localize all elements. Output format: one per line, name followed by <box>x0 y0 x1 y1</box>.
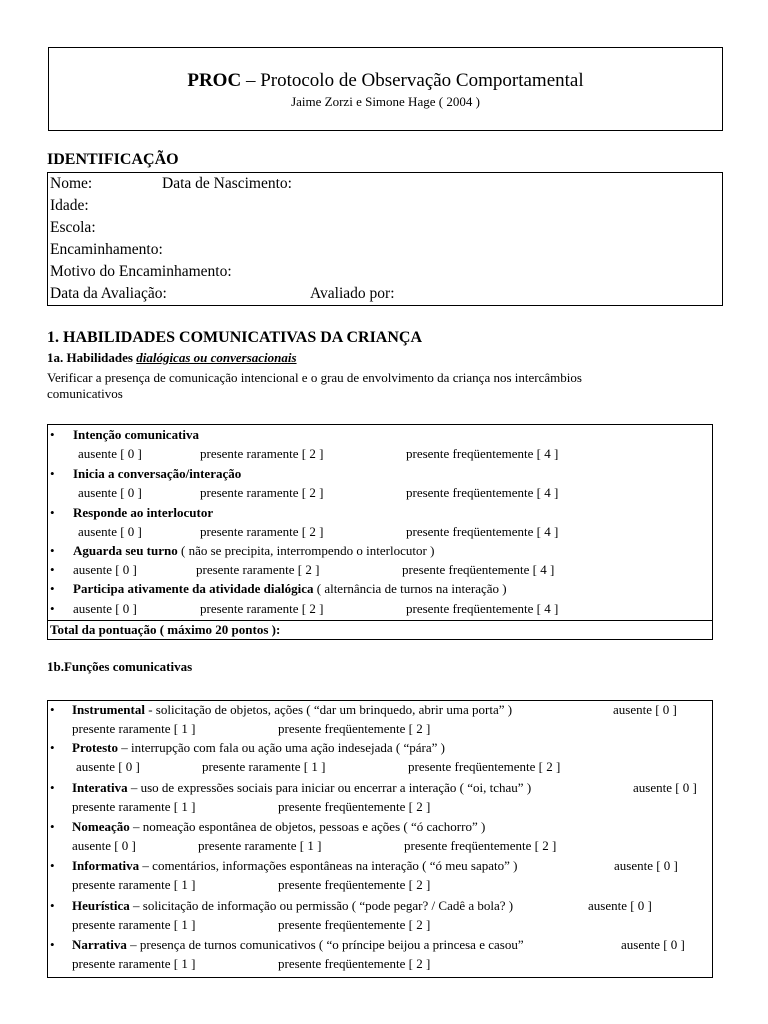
bullet: • <box>50 543 55 558</box>
identification-box <box>47 172 723 306</box>
bullet: • <box>50 937 55 952</box>
bullet: • <box>50 819 55 834</box>
function-label: Nomeação <box>72 819 130 834</box>
function-line <box>72 780 531 796</box>
title-box <box>48 47 723 131</box>
item-line <box>73 543 434 559</box>
bullet: • <box>50 581 55 596</box>
divider <box>48 620 712 621</box>
bullet: • <box>50 466 55 481</box>
item-line <box>73 581 507 597</box>
score-ausente: ausente [ 0 ] <box>78 485 142 500</box>
total-score-label: Total da pontuação ( máximo 20 pontos ): <box>50 622 281 637</box>
score-raramente: presente raramente [ 2 ] <box>200 485 324 500</box>
score-frequentemente: presente freqüentemente [ 4 ] <box>406 601 559 616</box>
section1a-emphasis: dialógicas ou conversacionais <box>136 350 297 365</box>
bullet: • <box>50 780 55 795</box>
function-label: Heurística <box>72 898 130 913</box>
function-line <box>72 898 513 914</box>
bullet: • <box>50 858 55 873</box>
score-raramente: presente raramente [ 1 ] <box>72 956 196 971</box>
function-description: – presença de turnos comunicativos ( “o príncipe beijou a princesa e casou” <box>126 937 524 952</box>
score-ausente: ausente [ 0 ] <box>76 759 140 774</box>
field-motivo: Motivo do Encaminhamento: <box>50 263 232 280</box>
score-raramente: presente raramente [ 1 ] <box>72 877 196 892</box>
score-frequentemente: presente freqüentemente [ 4 ] <box>406 524 559 539</box>
function-label: Narrativa <box>72 937 127 952</box>
label-nome: Nome: <box>50 175 93 192</box>
bullet: • <box>50 601 55 616</box>
label-avaliado-por: Avaliado por: <box>310 285 395 302</box>
score-ausente: ausente [ 0 ] <box>613 702 677 717</box>
bullet: • <box>50 702 55 717</box>
score-ausente: ausente [ 0 ] <box>72 838 136 853</box>
section1a-prefix: 1a. Habilidades <box>47 350 137 365</box>
function-label: Informativa <box>72 858 140 873</box>
score-frequentemente: presente freqüentemente [ 2 ] <box>408 759 561 774</box>
item-note: ( alternância de turnos na interação ) <box>313 581 507 596</box>
function-description: - solicitação de objetos, ações ( “dar um brinquedo, abrir uma porta” ) <box>144 702 513 717</box>
label-data-avaliacao: Data da Avaliação: <box>50 285 167 302</box>
score-ausente: ausente [ 0 ] <box>633 780 697 795</box>
score-raramente: presente raramente [ 1 ] <box>72 917 196 932</box>
field-idade: Idade: <box>50 197 89 214</box>
score-frequentemente: presente freqüentemente [ 2 ] <box>404 838 557 853</box>
score-frequentemente: presente freqüentemente [ 2 ] <box>278 721 431 736</box>
function-label: Instrumental <box>72 702 145 717</box>
section1a-description <box>47 370 582 402</box>
field-nome <box>50 175 292 193</box>
function-description: – interrupção com fala ou ação uma ação indesejada ( “pára” ) <box>117 740 445 755</box>
function-description: – comentários, informações espontâneas na interação ( “ó meu sapato” ) <box>139 858 518 873</box>
score-raramente: presente raramente [ 1 ] <box>72 721 196 736</box>
function-label: Protesto <box>72 740 118 755</box>
item-label: Participa ativamente da atividade dialógica <box>73 581 314 596</box>
score-raramente: presente raramente [ 2 ] <box>200 446 324 461</box>
identificacao-heading: IDENTIFICAÇÃO <box>47 151 179 168</box>
description-line-1: Verificar a presença de comunicação intencional e o grau de envolvimento da criança nos intercâmbios <box>47 370 582 385</box>
score-frequentemente: presente freqüentemente [ 2 ] <box>278 956 431 971</box>
score-ausente: ausente [ 0 ] <box>588 898 652 913</box>
label-nascimento: Data de Nascimento: <box>162 175 292 192</box>
bullet: • <box>50 505 55 520</box>
function-line <box>72 740 445 756</box>
function-line <box>72 702 512 718</box>
item-label: Intenção comunicativa <box>73 427 200 442</box>
description-line-2: comunicativos <box>47 386 123 401</box>
bullet: • <box>50 740 55 755</box>
function-line <box>72 937 524 953</box>
score-raramente: presente raramente [ 2 ] <box>196 562 320 577</box>
bullet: • <box>50 562 55 577</box>
score-frequentemente: presente freqüentemente [ 4 ] <box>402 562 555 577</box>
function-description: – uso de expressões sociais para iniciar ou encerrar a interação ( “oi, tchau” ) <box>127 780 532 795</box>
document-title <box>49 70 722 92</box>
title-acronym: PROC <box>187 70 242 91</box>
score-ausente: ausente [ 0 ] <box>621 937 685 952</box>
score-ausente: ausente [ 0 ] <box>614 858 678 873</box>
field-encaminhamento: Encaminhamento: <box>50 241 163 258</box>
item-label: Aguarda seu turno <box>73 543 178 558</box>
score-frequentemente: presente freqüentemente [ 2 ] <box>278 877 431 892</box>
bullet: • <box>50 898 55 913</box>
score-frequentemente: presente freqüentemente [ 2 ] <box>278 917 431 932</box>
score-raramente: presente raramente [ 1 ] <box>198 838 322 853</box>
score-raramente: presente raramente [ 2 ] <box>200 601 324 616</box>
item-note: ( não se precipita, interrompendo o interlocutor ) <box>177 543 435 558</box>
score-frequentemente: presente freqüentemente [ 4 ] <box>406 446 559 461</box>
section1-heading: 1. HABILIDADES COMUNICATIVAS DA CRIANÇA <box>47 329 423 346</box>
function-label: Interativa <box>72 780 128 795</box>
function-line <box>72 858 517 874</box>
score-raramente: presente raramente [ 1 ] <box>72 799 196 814</box>
score-ausente: ausente [ 0 ] <box>78 446 142 461</box>
score-ausente: ausente [ 0 ] <box>78 524 142 539</box>
field-escola: Escola: <box>50 219 96 236</box>
score-frequentemente: presente freqüentemente [ 4 ] <box>406 485 559 500</box>
field-data-avaliacao <box>50 285 395 303</box>
score-raramente: presente raramente [ 2 ] <box>200 524 324 539</box>
score-raramente: presente raramente [ 1 ] <box>202 759 326 774</box>
section1a-heading <box>47 350 297 366</box>
title-text: – Protocolo de Observação Comportamental <box>241 70 584 91</box>
section1b-heading: 1b.Funções comunicativas <box>47 659 193 674</box>
bullet: • <box>50 427 55 442</box>
score-frequentemente: presente freqüentemente [ 2 ] <box>278 799 431 814</box>
authors: Jaime Zorzi e Simone Hage ( 2004 ) <box>291 94 480 109</box>
function-description: – solicitação de informação ou permissão ( “pode pegar? / Cadê a bola? ) <box>129 898 514 913</box>
function-description: – nomeação espontânea de objetos, pessoas e ações ( “ó cachorro” ) <box>129 819 486 834</box>
score-ausente: ausente [ 0 ] <box>73 562 137 577</box>
item-label: Inicia a conversação/interação <box>73 466 242 481</box>
dialogic-skills-table <box>47 424 713 640</box>
item-label: Responde ao interlocutor <box>73 505 214 520</box>
function-line <box>72 819 485 835</box>
score-ausente: ausente [ 0 ] <box>73 601 137 616</box>
communicative-functions-table <box>47 700 713 978</box>
